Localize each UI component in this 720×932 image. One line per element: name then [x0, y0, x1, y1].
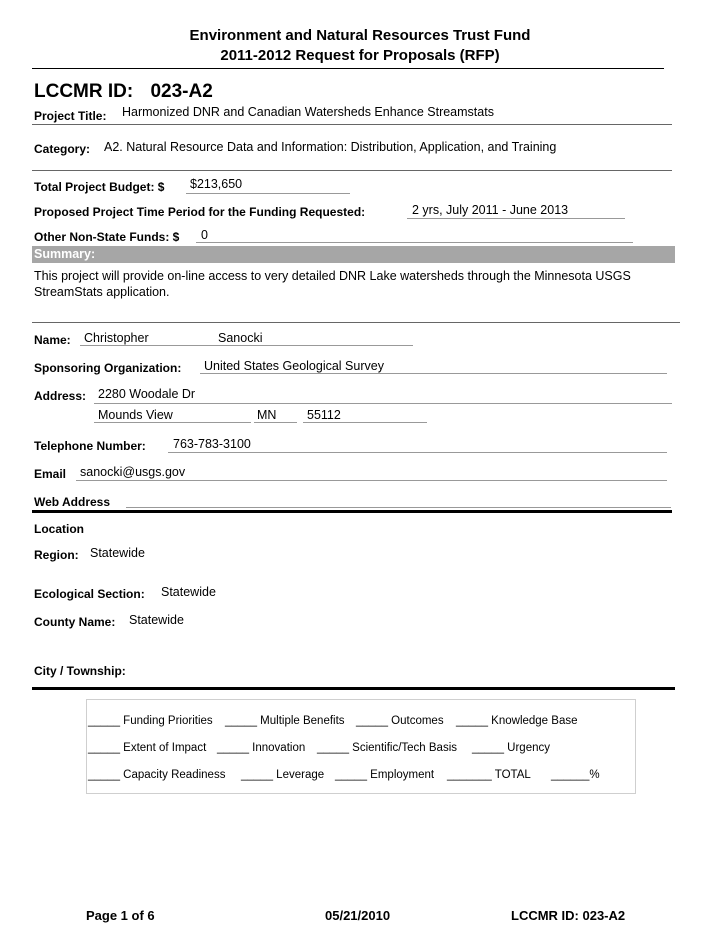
- time-period-label: Proposed Project Time Period for the Funding Requested:: [34, 205, 366, 219]
- budget-underline: [186, 193, 350, 194]
- street-underline: [94, 403, 672, 404]
- category-label: Category:: [34, 142, 91, 156]
- county-value: Statewide: [129, 613, 184, 627]
- county-label: County Name:: [34, 615, 116, 629]
- state-value: MN: [257, 408, 277, 422]
- address-label: Address:: [34, 389, 87, 403]
- budget-value: $213,650: [190, 177, 243, 191]
- criteria-multiple-benefits: _____ Multiple Benefits: [225, 715, 345, 727]
- category-value: A2. Natural Resource Data and Information: Distribution, Application, and Training: [104, 140, 557, 154]
- criteria-urgency: _____ Urgency: [472, 742, 550, 754]
- divider: [32, 322, 680, 323]
- telephone-value: 763-783-3100: [173, 437, 251, 451]
- section-divider: [32, 510, 672, 513]
- header-divider: [32, 68, 664, 69]
- criteria-outcomes: _____ Outcomes: [356, 715, 444, 727]
- first-name-value: Christopher: [84, 331, 149, 345]
- web-address-underline: [126, 507, 671, 508]
- footer-lccmr-id: LCCMR ID: 023-A2: [511, 908, 626, 923]
- state-underline: [254, 422, 297, 423]
- criteria-employment: _____ Employment: [335, 769, 435, 781]
- criteria-innovation: _____ Innovation: [217, 742, 306, 754]
- email-underline: [76, 480, 667, 481]
- criteria-funding-priorities: _____ Funding Priorities: [88, 715, 213, 727]
- city-underline: [94, 422, 251, 423]
- lccmr-id-heading: [34, 81, 213, 103]
- street-value: 2280 Woodale Dr: [98, 387, 196, 401]
- telephone-label: Telephone Number:: [34, 439, 146, 453]
- criteria-percent: ______%: [551, 769, 600, 781]
- summary-bar: Summary:: [32, 246, 675, 263]
- criteria-knowledge-base: _____ Knowledge Base: [456, 715, 578, 727]
- name-label: Name:: [34, 333, 71, 347]
- divider: [32, 170, 672, 171]
- section-divider: [32, 687, 675, 690]
- footer-date: 05/21/2010: [325, 908, 391, 923]
- lccmr-id-value: 023-A2: [150, 81, 213, 102]
- summary-text-line2: StreamStats application.: [34, 285, 170, 299]
- summary-text-line1: This project will provide on-line access to very detailed DNR Lake watersheds through the Minnesota USGS: [34, 269, 631, 283]
- divider: [32, 124, 672, 125]
- time-period-underline: [407, 218, 625, 219]
- region-value: Statewide: [90, 546, 145, 560]
- header-subtitle: 2011-2012 Request for Proposals (RFP): [220, 47, 500, 64]
- ecological-section-label: Ecological Section:: [34, 587, 145, 601]
- ecological-section-value: Statewide: [161, 585, 216, 599]
- telephone-underline: [168, 452, 667, 453]
- non-state-funds-label: Other Non-State Funds: $: [34, 230, 180, 244]
- email-label: Email: [34, 467, 67, 481]
- criteria-extent-of-impact: _____ Extent of Impact: [88, 742, 207, 754]
- location-heading: Location: [34, 522, 84, 536]
- sponsoring-org-value: United States Geological Survey: [204, 359, 384, 373]
- project-title-label: Project Title:: [34, 109, 107, 123]
- web-address-label: Web Address: [34, 495, 111, 509]
- time-period-value: 2 yrs, July 2011 - June 2013: [412, 203, 569, 217]
- footer-page-number: Page 1 of 6: [86, 908, 155, 923]
- sponsoring-org-underline: [200, 373, 667, 374]
- non-state-funds-underline: [196, 242, 633, 243]
- budget-label: Total Project Budget: $: [34, 180, 165, 194]
- zip-value: 55112: [307, 408, 341, 422]
- city-township-label: City / Township:: [34, 664, 126, 678]
- criteria-total: _______ TOTAL: [447, 769, 531, 781]
- project-title-value: Harmonized DNR and Canadian Watersheds Enhance Streamstats: [122, 105, 494, 119]
- header-title: Environment and Natural Resources Trust Fund: [189, 27, 531, 44]
- sponsoring-org-label: Sponsoring Organization:: [34, 361, 182, 375]
- region-label: Region:: [34, 548, 79, 562]
- email-value: sanocki@usgs.gov: [80, 465, 186, 479]
- zip-underline: [303, 422, 427, 423]
- criteria-capacity-readiness: _____ Capacity Readiness: [88, 769, 226, 781]
- name-underline: [80, 345, 413, 346]
- non-state-funds-value: 0: [201, 228, 208, 242]
- city-value: Mounds View: [98, 408, 173, 422]
- criteria-scientific-tech-basis: _____ Scientific/Tech Basis: [317, 742, 457, 754]
- lccmr-id-label: LCCMR ID:: [34, 81, 134, 102]
- criteria-leverage: _____ Leverage: [241, 769, 325, 781]
- last-name-value: Sanocki: [218, 331, 263, 345]
